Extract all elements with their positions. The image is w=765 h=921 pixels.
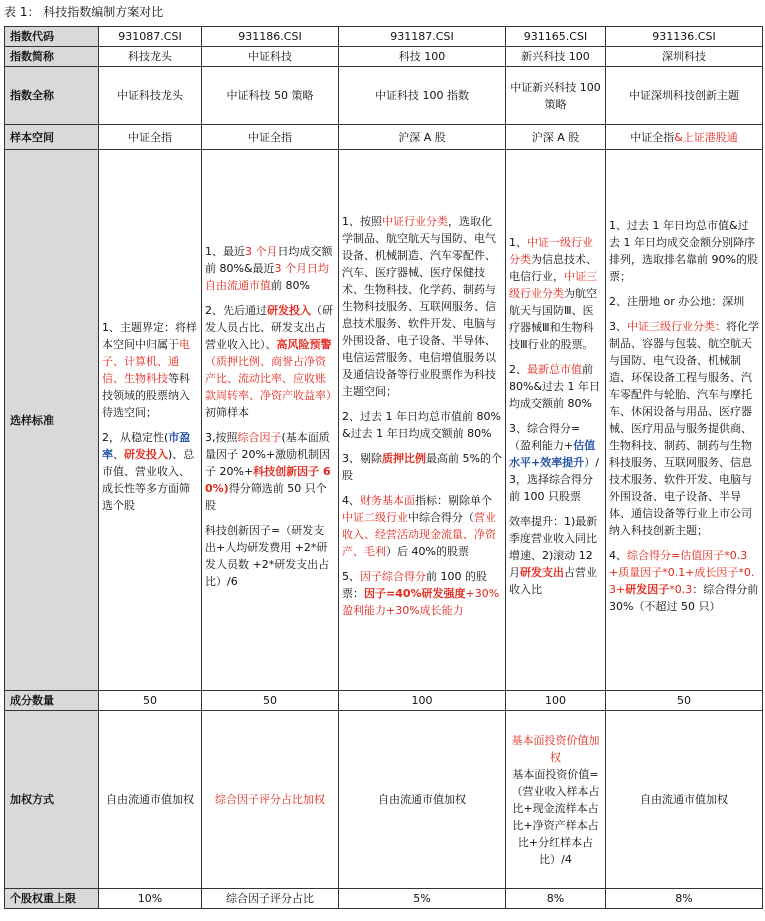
select-item: 科技创新因子=（研发支出+人均研发费用 +2*研发人员数 +2*研发支出占比）/6 — [205, 523, 330, 588]
cell-count: 50 — [99, 691, 202, 711]
cell-short: 新兴科技 100 — [506, 47, 606, 67]
row-weight-cap — [5, 889, 763, 909]
table-caption: 表 1： 科技指数编制方案对比 — [4, 5, 164, 19]
cell-short: 中证科技 — [202, 47, 339, 67]
cell-code: 931186.CSI — [202, 27, 339, 47]
space-highlight: &上证港股通 — [674, 130, 738, 144]
cell-cap: 综合因子评分占比 — [202, 889, 339, 909]
row-weighting — [5, 711, 763, 889]
cell-weight: 综合因子评分占比加权 — [202, 711, 339, 889]
row-sample-space — [5, 125, 763, 150]
select-item: 2、最新总市值前 80%&过去 1 年日均成交额前 80% — [509, 363, 601, 410]
cell-select-1 — [99, 150, 202, 691]
cell-count: 100 — [506, 691, 606, 711]
cell-cap: 8% — [506, 889, 606, 909]
row-code — [5, 27, 763, 47]
row-label-code: 指数代码 — [5, 27, 99, 47]
cell-code: 931165.CSI — [506, 27, 606, 47]
cell-select-5 — [606, 150, 763, 691]
row-label-short: 指数简称 — [5, 47, 99, 67]
cell-select-2 — [202, 150, 339, 691]
cell-full: 中证深圳科技创新主题 — [606, 67, 763, 125]
row-short-name — [5, 47, 763, 67]
cell-short: 科技龙头 — [99, 47, 202, 67]
row-label-weight: 加权方式 — [5, 711, 99, 889]
row-label-full: 指数全称 — [5, 67, 99, 125]
select-item: 1、主题界定：将样本空间中归属于电子、计算机、通信、生物科技等科技领域的股票纳入待选空间； — [102, 320, 197, 419]
select-item: 1、过去 1 年日均总市值&过去 1 年日均成交金额分别降序排列，选取排名靠前 90%的股票； — [609, 219, 758, 283]
cell-space: 沪深 A 股 — [339, 125, 506, 150]
cell-short: 科技 100 — [339, 47, 506, 67]
cell-cap: 8% — [606, 889, 763, 909]
cell-full: 中证科技龙头 — [99, 67, 202, 125]
cell-space: 中证全指 — [99, 125, 202, 150]
weight-formula: 基本面投资价值=（营业收入样本占比+现金流样本占比+净资产样本占比+分红样本占比）/4 — [511, 767, 600, 866]
cell-cap: 10% — [99, 889, 202, 909]
cell-full: 中证科技 50 策略 — [202, 67, 339, 125]
cell-full: 中证新兴科技 100 策略 — [506, 67, 606, 125]
cell-weight: 自由流通市值加权 — [606, 711, 763, 889]
cell-weight — [506, 711, 606, 889]
select-item: 效率提升：1)最新季度营业收入同比增速、2)滚动 12 月研发支出占营业收入比 — [509, 515, 598, 596]
cell-select-3 — [339, 150, 506, 691]
cell-count: 50 — [202, 691, 339, 711]
cell-code: 931136.CSI — [606, 27, 763, 47]
select-item: 3、综合得分=（盈利能力+估值水平+效率提升）/3，选择综合得分前 100 只股票 — [509, 422, 599, 503]
cell-count: 50 — [606, 691, 763, 711]
row-label-select: 选样标准 — [5, 150, 99, 691]
select-item: 3,按照综合因子(基本面质量因子 20%+激励机制因子 20%+科技创新因子 60%)得分筛选前 50 只个股 — [205, 430, 331, 512]
cell-weight: 自由流通市值加权 — [339, 711, 506, 889]
select-item: 2、注册地 or 办公地：深圳 — [609, 295, 745, 308]
space-text: 中证全指 — [630, 130, 675, 144]
cell-weight: 自由流通市值加权 — [99, 711, 202, 889]
select-item: 3、中证三级行业分类：将化学制品、容器与包装、航空航天与国防、电气设备、机械制造、环保设备工程与服务、汽车零配件与轮胎、汽车与摩托车、休闲设备与用品、医疗器械、医疗用品与服务提供商、生物科技、制药、制药与生物科技服务、互联网服务、信息技术服务、软件开发、电脑与外围设备、电子设备、半导体、通信设备等行业上市公司纳入科技创新主题； — [609, 320, 759, 537]
cell-code: 931187.CSI — [339, 27, 506, 47]
cell-space: 沪深 A 股 — [506, 125, 606, 150]
select-item: 4、综合得分=估值因子*0.3+质量因子*0.1+成长因子*0.3+研发因子*0.3：综合得分前 30%（不超过 50 只） — [609, 549, 759, 613]
cell-space: 中证全指 — [202, 125, 339, 150]
select-item: 2、先后通过研发投入（研发人员占比、研发支出占营业收入比）、高风险预警（质押比例、商誉占净资产比、流动比率、应收账款周转率、净资产收益率）初筛样本 — [205, 303, 337, 419]
index-comparison-table — [4, 26, 763, 909]
cell-space — [606, 125, 763, 150]
select-item: 1、中证一级行业分类为信息技术、电信行业，中证三级行业分类为航空航天与国防Ⅲ、医疗器械Ⅲ和生物科技Ⅲ行业的股票。 — [509, 236, 597, 351]
row-label-count: 成分数量 — [5, 691, 99, 711]
row-selection — [5, 150, 763, 691]
select-item: 1、最近3 个月日均成交额前 80%&最近3 个月日均自由流通市值前 80% — [205, 244, 333, 292]
row-full-name — [5, 67, 763, 125]
cell-short: 深圳科技 — [606, 47, 763, 67]
select-item: 1、按照中证行业分类，选取化学制品、航空航天与国防、电气设备、机械制造、汽车零配件、汽车、医疗器械、医疗保健技术、生物科技、化学药、制药与生物科技服务、互联网服务、信息技术服务、软件开发、电脑与外围设备、电子设备、半导体、电信运营服务、电信增值服务以及通信设备等行业股票作为科技主题空间； — [342, 215, 496, 398]
row-label-space: 样本空间 — [5, 125, 99, 150]
cell-cap: 5% — [339, 889, 506, 909]
cell-full: 中证科技 100 指数 — [339, 67, 506, 125]
select-item: 3、剔除质押比例最高前 5%的个股 — [342, 452, 502, 482]
row-label-cap: 个股权重上限 — [5, 889, 99, 909]
row-constituent-count — [5, 691, 763, 711]
cell-count: 100 — [339, 691, 506, 711]
select-item: 2、过去 1 年日均总市值前 80%&过去 1 年日均成交额前 80% — [342, 410, 501, 440]
select-item: 5、因子综合得分前 100 的股票：因子=40%研发强度+30%盈利能力+30%成长能力 — [342, 570, 500, 617]
cell-select-4 — [506, 150, 606, 691]
select-item: 2，从稳定性(市盈率、研发投入)、总市值、营业收入、成长性等多方面筛选个股 — [102, 430, 195, 512]
select-item: 4、财务基本面指标：剔除单个中证二级行业中综合得分（营业收入、经营活动现金流量、净资产、毛利）后 40%的股票 — [342, 494, 496, 558]
cell-code: 931087.CSI — [99, 27, 202, 47]
weight-title: 基本面投资价值加权 — [511, 733, 600, 764]
